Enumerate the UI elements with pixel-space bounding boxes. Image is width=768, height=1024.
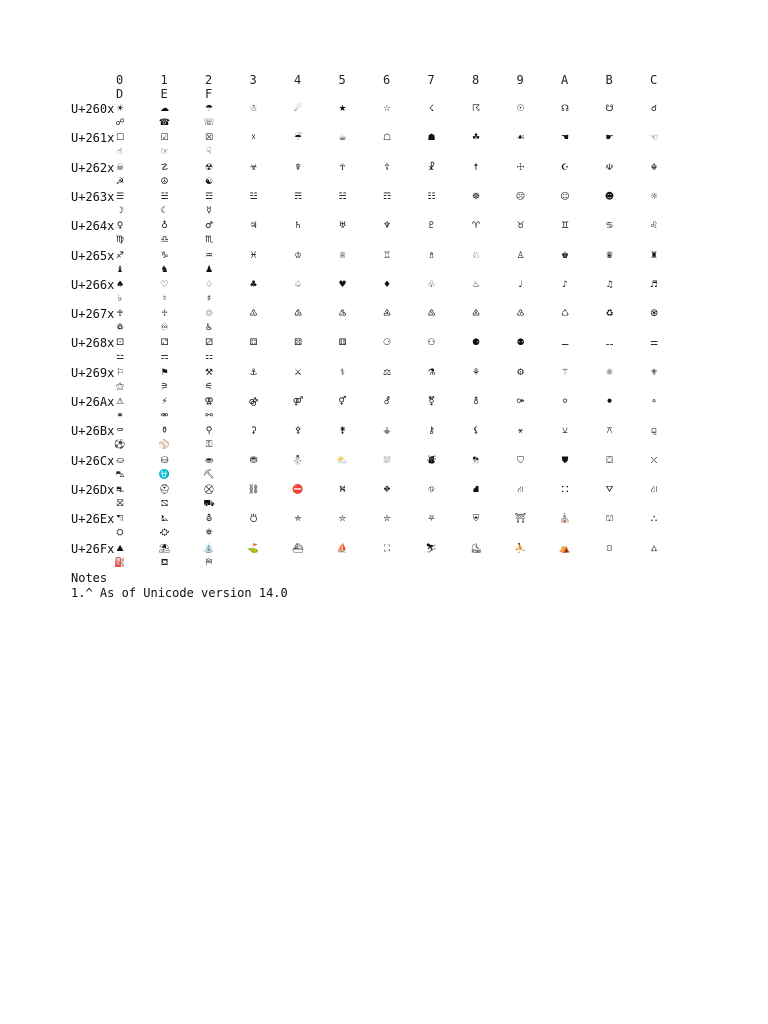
glyph-cell: ☪ — [560, 162, 570, 173]
glyph-cell: ♞ — [160, 264, 169, 275]
glyph-cell: ⚃ — [249, 338, 258, 349]
glyph-cell: ★ — [338, 104, 347, 114]
glyph-cell: ⚿ — [205, 440, 213, 451]
glyph-cell: ☏ — [203, 118, 215, 128]
glyph-cell: ♆ — [382, 221, 392, 232]
glyph-cell: ♱ — [161, 309, 168, 320]
glyph-cell: ☭ — [115, 176, 125, 187]
glyph-cell: ⚆ — [382, 338, 392, 349]
row-label: U+26Ex — [71, 512, 115, 527]
glyph-cell: ♀ — [116, 221, 124, 232]
glyph-cell: ⚗ — [427, 367, 436, 378]
glyph-cell: ⚔ — [293, 367, 303, 378]
glyph-cell: ⚄ — [294, 338, 302, 349]
row-label: U+268x — [71, 336, 115, 351]
glyph-cell: ⚬ — [650, 397, 658, 407]
row-label: U+26Fx — [71, 541, 115, 556]
glyph-cell: ☦ — [384, 162, 390, 173]
glyph-cell: ☾ — [160, 205, 169, 216]
glyph-cell: ⛣ — [248, 514, 258, 525]
glyph-cell: ♊ — [560, 221, 570, 232]
glyph-cell: ⛕ — [339, 484, 346, 495]
glyph-cell: ⚱ — [160, 426, 169, 437]
glyph-cell: ♗ — [427, 250, 436, 261]
glyph-cell: ☇ — [428, 104, 435, 114]
glyph-cell: ☆ — [382, 104, 392, 114]
glyph-cell: ⛊ — [561, 455, 569, 466]
glyph-cell: ♹ — [516, 309, 525, 320]
glyph-cell: ⛨ — [472, 514, 480, 525]
glyph-cell: ♨ — [471, 279, 481, 290]
glyph-cell: ⛇ — [426, 455, 436, 466]
glyph-cell: ☥ — [339, 162, 346, 173]
glyph-cell: ⛳ — [247, 543, 260, 554]
glyph-cell: ⛭ — [116, 528, 124, 539]
glyph-cell: ♵ — [338, 309, 347, 320]
glyph-cell: ☟ — [206, 147, 212, 158]
glyph-cell: ⚼ — [650, 426, 658, 437]
glyph-cell: ⛓ — [247, 484, 260, 495]
glyph-cell: ☎ — [158, 118, 171, 128]
glyph-cell: ☶ — [382, 191, 392, 202]
glyph-cell: ☞ — [160, 147, 169, 158]
glyph-cell: ⛤ — [294, 514, 302, 525]
glyph-cell: ⚣ — [248, 397, 259, 407]
glyph-cell: ☴ — [293, 191, 303, 202]
glyph-cell: ♸ — [471, 309, 481, 320]
glyph-cell: ☻ — [604, 191, 615, 202]
glyph-cell: ⚞ — [160, 381, 169, 392]
glyph-cell: ⛁ — [160, 455, 169, 466]
glyph-cell: ⚋ — [605, 338, 614, 349]
glyph-cell: ☢ — [204, 162, 214, 173]
glyph-cell: ⚘ — [471, 367, 481, 378]
glyph-cell: ⛪ — [559, 514, 571, 525]
glyph-cell: ☕ — [338, 133, 347, 144]
glyph-cell: ♈ — [471, 221, 481, 232]
glyph-cell: ⛦ — [383, 514, 391, 525]
glyph-cell: ⚅ — [338, 338, 347, 349]
glyph-cell: ⚧ — [427, 397, 436, 407]
glyph-cell: ⚕ — [340, 367, 345, 378]
glyph-cell: ♳ — [249, 309, 258, 320]
glyph-cell: ⛒ — [204, 484, 214, 495]
glyph-cell: ⛉ — [517, 455, 524, 466]
glyph-cell: ⛃ — [249, 455, 258, 466]
glyph-cell: ⛻ — [606, 543, 613, 554]
glyph-cell: ♢ — [204, 279, 214, 290]
glyph-cell: ♠ — [115, 279, 125, 290]
column-header: E — [160, 87, 168, 101]
glyph-cell: ⚁ — [160, 338, 169, 349]
glyph-cell: ⚨ — [472, 397, 480, 407]
glyph-cell: ♁ — [161, 221, 168, 232]
glyph-cell: ⚵ — [339, 426, 346, 437]
glyph-cell: ☽ — [115, 205, 125, 216]
glyph-cell: ⛄ — [292, 455, 304, 466]
glyph-cell: ⚀ — [116, 338, 124, 349]
glyph-cell: ♝ — [115, 264, 125, 275]
column-header: 5 — [338, 73, 346, 87]
glyph-cell: ⛵ — [336, 543, 349, 554]
glyph-cell: ⛩ — [514, 514, 527, 525]
row-label: U+26Cx — [71, 453, 115, 468]
notes-item-1: 1.^ As of Unicode version 14.0 — [71, 586, 288, 600]
column-header: 2 — [205, 73, 213, 87]
glyph-cell: ⚏ — [204, 352, 214, 363]
glyph-cell: ⚓ — [249, 367, 258, 378]
glyph-cell: ☣ — [249, 162, 258, 173]
glyph-cell: ⚯ — [205, 411, 213, 421]
glyph-cell: ⚟ — [204, 381, 214, 392]
glyph-cell: ⚐ — [115, 367, 125, 378]
glyph-cell: ☮ — [160, 176, 169, 187]
glyph-cell: ♮ — [162, 293, 167, 304]
glyph-cell: ⚺ — [562, 426, 568, 437]
row-label: U+262x — [71, 160, 115, 175]
glyph-cell: ☤ — [294, 162, 302, 173]
column-header: F — [205, 87, 213, 101]
glyph-cell: ⛐ — [116, 484, 124, 495]
glyph-cell: ♻ — [605, 309, 614, 320]
glyph-cell: ⚪ — [561, 397, 569, 407]
glyph-cell: ⚶ — [383, 426, 391, 437]
glyph-cell: ☰ — [115, 191, 125, 202]
row-label: U+263x — [71, 189, 115, 204]
glyph-cell: ☷ — [427, 191, 436, 202]
glyph-cell: ⚊ — [560, 338, 570, 349]
glyph-cell: ⚍ — [115, 352, 125, 363]
glyph-cell: ⚻ — [606, 426, 613, 437]
glyph-cell: ⛅ — [336, 455, 349, 466]
glyph-cell: ⛝ — [116, 498, 124, 509]
glyph-cell: ⛷ — [425, 543, 438, 554]
glyph-cell: ♏ — [204, 235, 214, 246]
column-header: 8 — [472, 73, 480, 87]
glyph-cell: ⚮ — [160, 411, 169, 421]
column-header: 3 — [249, 73, 257, 87]
glyph-cell: ⚫ — [605, 397, 614, 407]
glyph-cell: ♚ — [560, 250, 570, 261]
glyph-cell: ⚴ — [294, 426, 302, 437]
notes-heading: Notes — [71, 571, 108, 585]
glyph-cell: ♰ — [116, 309, 124, 320]
glyph-cell: ☔ — [293, 133, 303, 144]
glyph-cell: ♐ — [115, 250, 125, 261]
glyph-cell: ⛼ — [650, 543, 658, 554]
glyph-cell: ⛧ — [427, 514, 436, 525]
glyph-cell: ☠ — [115, 162, 125, 173]
glyph-cell: ⚚ — [560, 367, 570, 378]
glyph-cell: ⛗ — [427, 484, 436, 495]
glyph-cell: ⛎ — [158, 469, 171, 480]
glyph-cell: ♄ — [293, 221, 303, 232]
glyph-cell: ♓ — [249, 250, 258, 261]
glyph-cell: ☂ — [204, 104, 214, 114]
glyph-cell: ⛽ — [114, 557, 126, 568]
glyph-cell: ♎ — [160, 235, 169, 246]
glyph-cell: ♣ — [249, 279, 258, 290]
glyph-cell: ⛿ — [205, 557, 213, 568]
glyph-cell: ☉ — [516, 104, 525, 114]
glyph-cell: ♽ — [115, 323, 125, 334]
glyph-cell: ⛂ — [205, 455, 213, 466]
glyph-cell: ⛬ — [650, 514, 658, 525]
column-header: A — [561, 73, 569, 87]
glyph-cell: ⛑ — [158, 484, 171, 495]
glyph-cell: ☸ — [471, 191, 481, 202]
glyph-cell: ☍ — [115, 118, 125, 128]
glyph-cell: ⛚ — [561, 484, 569, 495]
column-header: 6 — [383, 73, 391, 87]
glyph-cell: ⚂ — [205, 338, 213, 349]
glyph-cell: ⛹ — [514, 543, 527, 554]
glyph-cell: ♃ — [249, 221, 258, 232]
glyph-cell: ☀ — [115, 104, 125, 114]
glyph-cell: ⛆ — [383, 455, 391, 466]
glyph-cell: ⛖ — [383, 484, 391, 495]
glyph-cell: ♘ — [471, 250, 481, 261]
glyph-cell: ⚉ — [516, 338, 525, 349]
glyph-cell: ⛈ — [472, 455, 480, 466]
column-header: 4 — [294, 73, 302, 87]
row-label: U+265x — [71, 248, 115, 263]
glyph-cell: ⚭ — [116, 411, 124, 421]
glyph-cell: ⛔ — [292, 484, 304, 495]
glyph-cell: ☈ — [471, 104, 481, 114]
glyph-cell: ⚜ — [649, 367, 659, 378]
glyph-cell: ♫ — [605, 279, 614, 290]
glyph-cell: ♛ — [605, 250, 614, 261]
glyph-cell: ⚢ — [204, 397, 214, 407]
glyph-cell: ♼ — [649, 309, 659, 320]
glyph-cell: ⛠ — [116, 514, 124, 525]
glyph-cell: ♙ — [516, 250, 525, 261]
column-header: D — [116, 87, 124, 101]
glyph-cell: ♍ — [115, 235, 125, 246]
glyph-cell: ⛙ — [517, 484, 524, 495]
glyph-cell: ☼ — [649, 191, 659, 202]
glyph-cell: ⚑ — [160, 367, 169, 378]
row-label: U+264x — [71, 219, 115, 234]
glyph-cell: ☜ — [649, 133, 659, 144]
column-header: 0 — [116, 73, 124, 87]
glyph-cell: ⛞ — [160, 498, 169, 509]
glyph-cell: ⛏ — [203, 469, 215, 480]
glyph-cell: ⛱ — [158, 543, 171, 554]
glyph-cell: ♉ — [516, 221, 525, 232]
glyph-cell: ♔ — [293, 250, 303, 261]
glyph-cell: ⚎ — [160, 352, 169, 363]
glyph-cell: ☱ — [160, 191, 169, 202]
glyph-cell: ⚥ — [338, 397, 347, 407]
glyph-cell: ☙ — [516, 133, 525, 144]
glyph-cell: ☨ — [473, 162, 479, 173]
row-label: U+269x — [71, 365, 115, 380]
glyph-cell: ⛘ — [472, 484, 480, 495]
glyph-cell: ♋ — [605, 221, 614, 232]
glyph-cell: ⛢ — [205, 514, 213, 525]
row-label: U+26Ax — [71, 395, 115, 409]
glyph-cell: ♥ — [338, 279, 347, 290]
glyph-cell: ♯ — [206, 293, 212, 304]
glyph-cell: ☖ — [382, 133, 392, 144]
glyph-cell: ♅ — [338, 221, 347, 232]
glyph-cell: ☒ — [204, 133, 214, 144]
glyph-cell: ☗ — [427, 133, 436, 144]
row-label: U+261x — [71, 131, 115, 146]
glyph-cell: ☑ — [160, 133, 169, 144]
glyph-cell: ⛾ — [160, 557, 169, 568]
glyph-cell: ⚸ — [472, 426, 480, 437]
column-header: 7 — [427, 73, 435, 87]
glyph-cell: ⛯ — [205, 528, 213, 539]
glyph-cell: ♷ — [427, 309, 436, 320]
glyph-cell: ⛛ — [605, 484, 614, 495]
glyph-cell: ☐ — [115, 133, 125, 144]
glyph-cell: ♕ — [338, 250, 347, 261]
column-header: B — [605, 73, 613, 87]
glyph-cell: ♺ — [560, 309, 570, 320]
glyph-cell: ♡ — [160, 279, 169, 290]
glyph-cell: ⛌ — [650, 455, 658, 466]
glyph-cell: ☊ — [561, 104, 569, 114]
glyph-cell: ⚠ — [115, 397, 125, 407]
glyph-cell: ⛟ — [203, 498, 215, 509]
glyph-cell: ⛮ — [159, 528, 170, 539]
glyph-cell: ♭ — [117, 293, 123, 304]
glyph-cell: ⛲ — [203, 543, 215, 554]
glyph-cell: ♇ — [427, 221, 436, 232]
glyph-cell: ☡ — [160, 162, 169, 173]
glyph-cell: ⛴ — [292, 543, 304, 554]
glyph-cell: ⛸ — [470, 543, 482, 554]
row-label: U+26Bx — [71, 424, 115, 439]
glyph-cell: ☩ — [516, 162, 525, 173]
glyph-cell: ⚽ — [114, 440, 126, 451]
row-label: U+260x — [71, 102, 115, 116]
glyph-cell: ☬ — [650, 162, 658, 173]
glyph-cell: ☛ — [605, 133, 614, 144]
glyph-cell: ⛺ — [559, 543, 571, 554]
glyph-cell: ☵ — [338, 191, 347, 202]
glyph-cell: ⛶ — [383, 543, 391, 554]
glyph-cell: ♤ — [293, 279, 303, 290]
glyph-cell: ♂ — [204, 221, 214, 232]
glyph-cell: ⚌ — [649, 338, 659, 349]
glyph-cell: ♒ — [204, 250, 214, 261]
glyph-cell: ☲ — [204, 191, 214, 202]
glyph-cell: ☓ — [251, 133, 256, 144]
glyph-cell: ☹ — [515, 191, 526, 202]
glyph-cell: ♌ — [649, 221, 659, 232]
glyph-cell: ♾ — [160, 323, 169, 334]
glyph-cell: ♜ — [649, 250, 659, 261]
glyph-cell: ♧ — [427, 279, 436, 290]
glyph-cell: ☘ — [471, 133, 481, 144]
glyph-cell: ⚰ — [116, 426, 124, 437]
glyph-cell: ⚈ — [471, 338, 481, 349]
glyph-cell: ♴ — [293, 309, 303, 320]
glyph-cell: ⛰ — [116, 543, 124, 554]
glyph-cell: ☳ — [249, 191, 258, 202]
glyph-cell: ♶ — [382, 309, 392, 320]
glyph-cell: ⚲ — [205, 426, 213, 437]
glyph-cell: ⚷ — [428, 426, 435, 437]
glyph-cell: ⚳ — [250, 426, 257, 437]
glyph-cell: ☫ — [605, 162, 614, 173]
glyph-cell: ⚝ — [115, 381, 125, 392]
glyph-cell: ☝ — [117, 147, 123, 158]
row-label: U+267x — [71, 307, 115, 322]
glyph-cell: ⚤ — [292, 397, 304, 407]
glyph-cell: ☃ — [249, 104, 258, 114]
glyph-cell: ⚛ — [605, 367, 614, 378]
glyph-cell: ♬ — [649, 279, 659, 290]
column-header: 1 — [160, 73, 168, 87]
glyph-cell: ⚦ — [383, 397, 391, 407]
glyph-cell: ♖ — [382, 250, 392, 261]
glyph-cell: ☚ — [560, 133, 570, 144]
glyph-cell: ☧ — [427, 162, 436, 173]
glyph-cell: ⚙ — [516, 367, 525, 378]
glyph-cell: ♲ — [204, 309, 214, 320]
glyph-cell: ⛥ — [338, 514, 347, 525]
glyph-cell: ♪ — [562, 279, 568, 290]
glyph-cell: ⚩ — [516, 397, 525, 407]
glyph-cell: ☁ — [160, 104, 169, 114]
glyph-cell: ⛋ — [606, 455, 613, 466]
row-label: U+26Dx — [71, 482, 115, 497]
row-label: U+266x — [71, 277, 115, 292]
glyph-cell: ☯ — [204, 176, 214, 187]
glyph-cell: ⛍ — [115, 469, 125, 480]
glyph-cell: ☿ — [206, 205, 212, 216]
glyph-cell: ♟ — [204, 264, 214, 275]
glyph-cell: ⚇ — [427, 338, 436, 349]
glyph-cell: ⛡ — [161, 514, 168, 525]
glyph-cell: ⚹ — [517, 426, 524, 437]
glyph-cell: ⚒ — [204, 367, 214, 378]
glyph-cell: ☌ — [650, 104, 658, 114]
glyph-cell: ♑ — [160, 250, 169, 261]
glyph-cell: ♩ — [518, 279, 523, 290]
glyph-cell: ♦ — [382, 279, 392, 290]
glyph-cell: ☺ — [560, 191, 570, 202]
glyph-cell: ☋ — [605, 104, 614, 114]
column-header: C — [650, 73, 658, 87]
column-header: 9 — [516, 73, 524, 87]
glyph-cell: ⚾ — [158, 440, 171, 451]
glyph-cell: ⛀ — [116, 455, 124, 466]
glyph-cell: ⚖ — [382, 367, 392, 378]
glyph-cell: ⛫ — [605, 514, 614, 525]
glyph-cell: ♿ — [204, 323, 214, 334]
glyph-cell: ☄ — [293, 104, 303, 114]
glyph-cell: ⚡ — [161, 397, 168, 407]
glyph-cell: ⛜ — [650, 484, 658, 495]
